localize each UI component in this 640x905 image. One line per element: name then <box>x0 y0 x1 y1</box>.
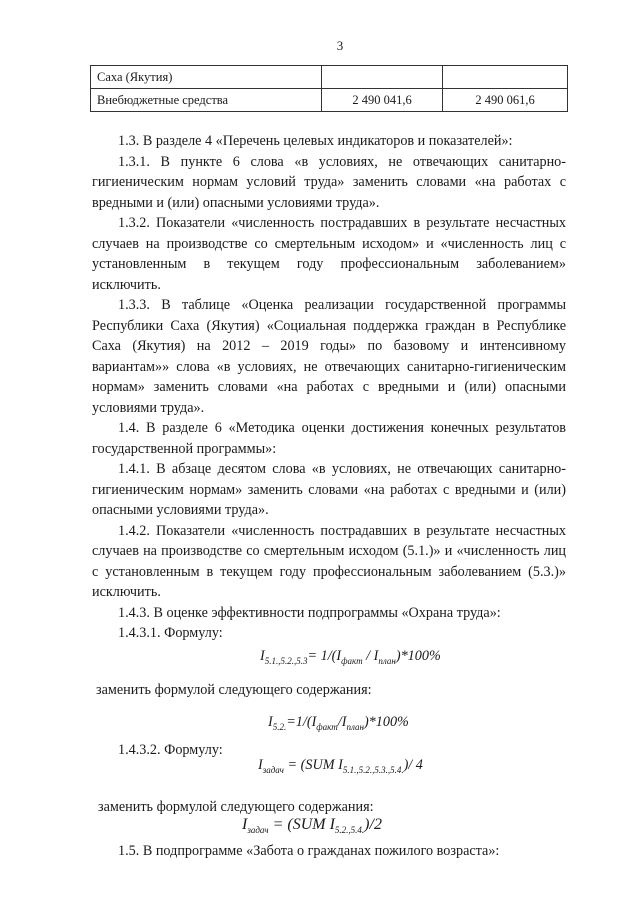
paragraph: 1.4.3.2. Формулу: <box>118 742 223 758</box>
formula-text: $I_{5.1.,5.2.,5.3}= 1/(I_{факт} / I_{план})*100\%$ <box>260 647 441 666</box>
paragraph: 1.5. В подпрограмме «Забота о гражданах пожилого возраста»: <box>118 843 500 859</box>
paragraph: 1.4.3. В оценке эффективности подпрограммы «Охрана труда»: <box>118 604 501 621</box>
formula-4 <box>92 817 566 841</box>
paragraph: 1.4.2. Показатели «численность пострадавших в результате несчастных случаев на производстве со смертельным исходом (5.1.)» и «численность лиц с установленным в текущем году профессиональным заболеванием (5.3.)» исключить. <box>92 522 566 600</box>
table-cell: 2 490 061,6 <box>443 89 568 112</box>
table-row <box>91 89 568 112</box>
paragraph: заменить формулой следующего содержания: <box>98 798 374 815</box>
table-cell: Саха (Якутия) <box>91 66 322 89</box>
table-cell: Внебюджетные средства <box>91 89 322 112</box>
formula-text: $I_{5.2.}=1/(I_{факт}/I_{план})*100\%$ <box>268 714 409 732</box>
paragraph: 1.3.1. В пункте 6 слова «в условиях, не отвечающих санитарно-гигиеническим нормам условий труда» заменить словами «на работах с вредными и (или) опасными условиями труда». <box>92 153 566 211</box>
table-cell <box>443 66 568 89</box>
paragraph: 1.4.1. В абзаце десятом слова «в условиях, не отвечающих санитарно-гигиеническим нормам» заменить словами «на работах с вредными и (или) опасными условиями труда». <box>92 461 566 518</box>
formula-2 <box>92 700 566 740</box>
page-number: 3 <box>336 38 344 53</box>
paragraph: 1.3.2. Показатели «численность пострадавших в результате несчастных случаев на производстве со смертельным исходом» и «численность лиц с установленным в текущем году профессиональным заболеванием» исключить. <box>92 215 566 293</box>
paragraph: заменить формулой следующего содержания: <box>96 681 372 698</box>
formula-text: $I_{задач} = (SUM$ $I_{5.2.,5.4.})/2$ <box>242 816 382 836</box>
table-row <box>91 66 568 89</box>
paragraph: 1.4. В разделе 6 «Методика оценки достижения конечных результатов государственной программы»: <box>92 420 566 457</box>
paragraph: 1.3.3. В таблице «Оценка реализации государственной программы Республики Саха (Якутия) «Социальная поддержка граждан в Республике Саха (Якутия) на 2012 – 2019 годы» по базовому и интенсивному вариантам»» слова «в условиях, не отвечающих санитарно-гигиеническим нормам» заменить словами «на работах с вредными и (или) опасными условиями труда». <box>92 297 566 416</box>
body-text <box>92 131 566 862</box>
formula-text: $I_{задач} = (SUM$ $I_{5.1.,5.2.,5.3.,5.4.})/$ 4 <box>258 756 423 775</box>
table-cell: 2 490 041,6 <box>322 89 443 112</box>
budget-table <box>90 65 568 112</box>
paragraph: 1.3. В разделе 4 «Перечень целевых индикаторов и показателей»: <box>118 133 513 149</box>
formula-1 <box>92 644 566 680</box>
table-cell <box>322 66 443 89</box>
formula-3 <box>92 756 566 797</box>
paragraph: 1.4.3.1. Формулу: <box>118 625 223 641</box>
